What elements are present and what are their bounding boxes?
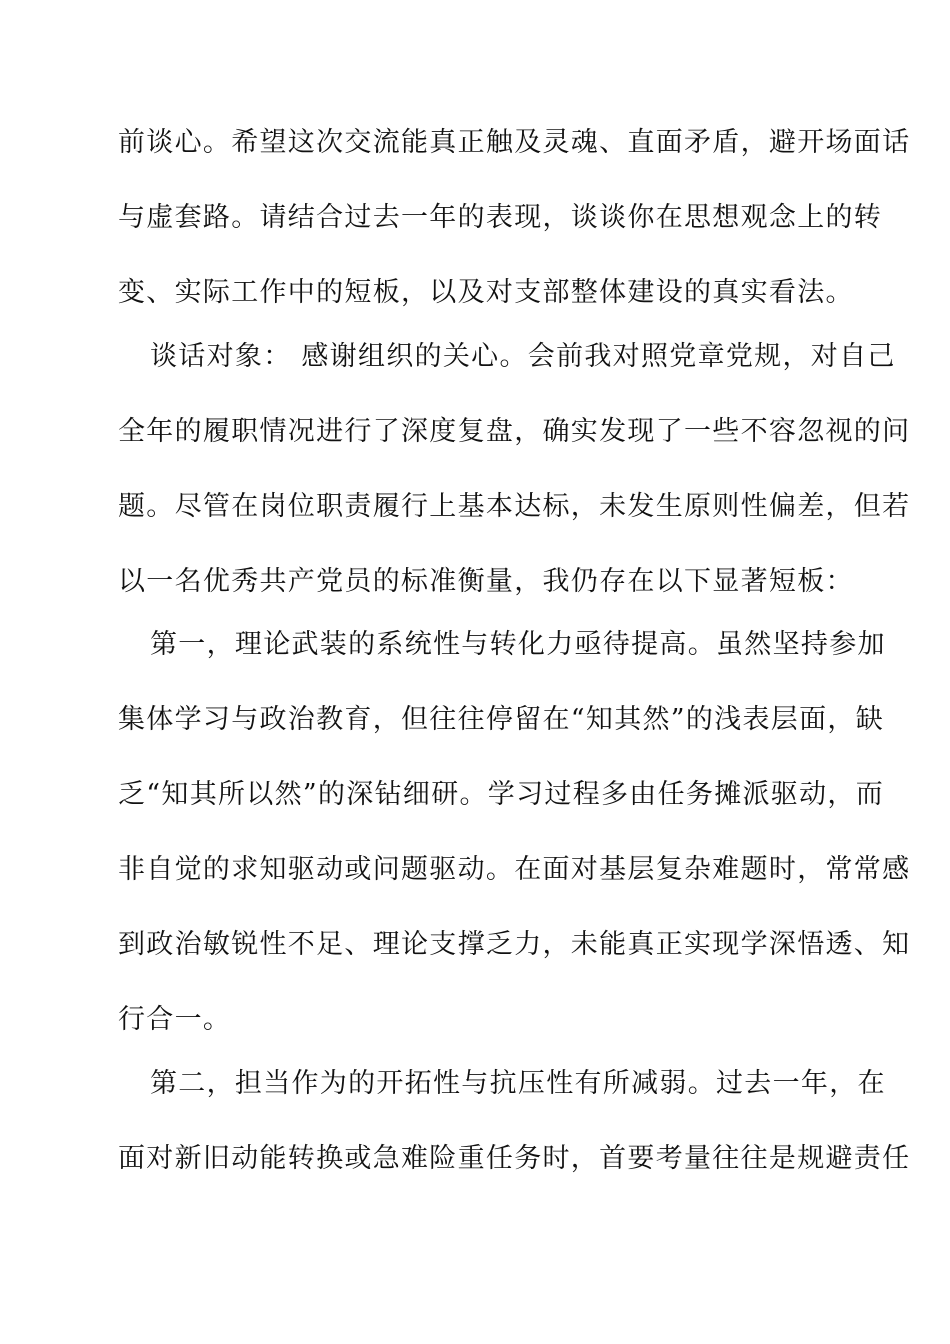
text-line: 第一，理论武装的系统性与转化力亟待提高。虽然坚持参加 xyxy=(150,629,886,660)
text-line: 变、实际工作中的短板，以及对支部整体建设的真实看法。 xyxy=(118,277,854,308)
text-line: 非自觉的求知驱动或问题驱动。在面对基层复杂难题时，常常感 xyxy=(118,854,911,885)
text-line: 全年的履职情况进行了深度复盘，确实发现了一些不容忽视的问 xyxy=(118,416,911,447)
text-line: 行合一。 xyxy=(118,1004,232,1035)
text-line: 以一名优秀共产党员的标准衡量，我仍存在以下显著短板： xyxy=(118,566,854,597)
text-line: 到政治敏锐性不足、理论支撑乏力，未能真正实现学深悟透、知 xyxy=(118,929,911,960)
text-line: 前谈心。希望这次交流能真正触及灵魂、直面矛盾，避开场面话 xyxy=(118,127,911,158)
text-line: 题。尽管在岗位职责履行上基本达标，未发生原则性偏差，但若 xyxy=(118,491,911,522)
text-line: 与虚套路。请结合过去一年的表现，谈谈你在思想观念上的转 xyxy=(118,202,883,233)
text-line: 乏“知其所以然”的深钻细研。学习过程多由任务摊派驱动，而 xyxy=(118,779,885,810)
text-line: 第二，担当作为的开拓性与抗压性有所减弱。过去一年，在 xyxy=(150,1068,886,1099)
text-line: 集体学习与政治教育，但往往停留在“知其然”的浅表层面，缺 xyxy=(118,704,885,735)
text-line: 面对新旧动能转换或急难险重任务时，首要考量往往是规避责任 xyxy=(118,1143,911,1174)
text-line: 谈话对象： 感谢组织的关心。会前我对照党章党规，对自己 xyxy=(150,341,896,372)
